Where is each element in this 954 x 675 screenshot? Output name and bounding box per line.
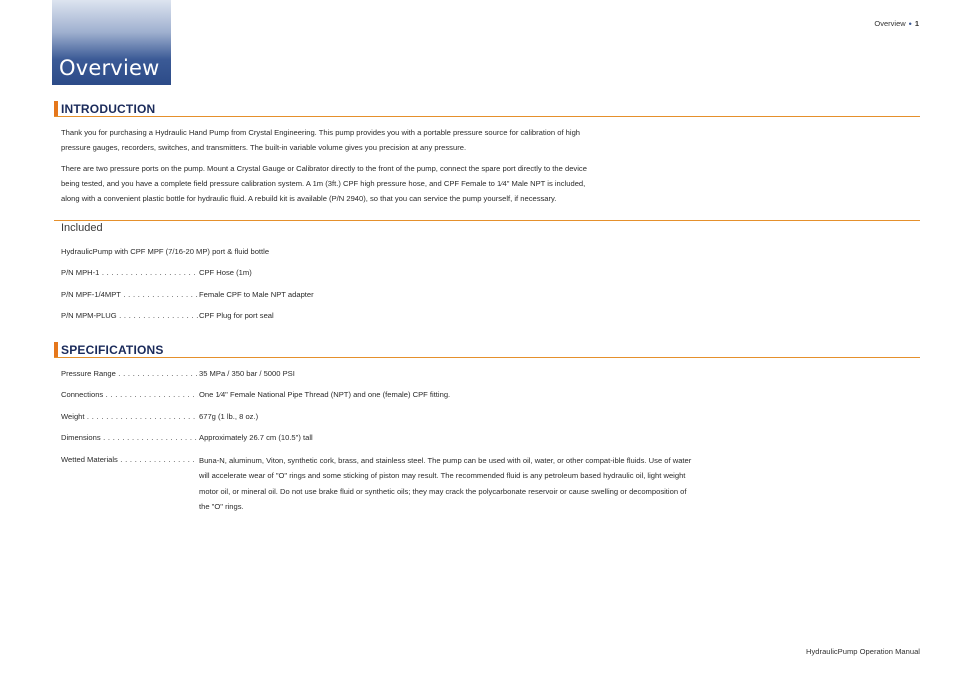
chapter-tab xyxy=(52,0,171,85)
intro-para2-line: along with a convenient plastic bottle for hydraulic fluid. A rebuild kit is available (P/N 2940), so that you can service the pump yourself, if necessary. xyxy=(61,194,557,203)
intro-para1-line: Thank you for purchasing a Hydraulic Hand Pump from Crystal Engineering. This pump provides you with a portable pressure source for calibration of high xyxy=(61,128,581,137)
intro-para1-line: pressure gauges, recorders, switches, and transmitters. The built-in variable volume gives you precision at any pressure. xyxy=(61,143,467,152)
heading-marker xyxy=(54,342,58,357)
heading-marker xyxy=(54,101,58,116)
introduction-heading xyxy=(54,101,920,117)
spec-label: Weight . . . xyxy=(61,412,198,421)
spec-value: 677g (1 lb., 8 oz.) xyxy=(199,412,259,421)
introduction-title: INTRODUCTION xyxy=(61,102,156,116)
spec-value: Buna-N, aluminum, Viton, synthetic cork, brass, and stainless steel. The pump can be used with oil, water, or other compat-ible fluids. Use of water will accelerate wear of "O" rings and some sticking of piston may result. The recommended fluid is any petroleum based hydraulic oil, light weight motor oil, or mineral oil. Do not use brake fluid or synthetic oils; they may crack the polycarbonate reservoir or cause swelling or decomposition of the "O" rings. xyxy=(199,456,692,511)
bullet-icon: • xyxy=(908,19,912,29)
spec-label: Connections . . . xyxy=(61,390,198,399)
intro-para2-line: There are two pressure ports on the pump. Mount a Crystal Gauge or Calibrator directly to the front of the pump, connect the spare port directly to the device xyxy=(61,164,587,173)
included-main-item: HydraulicPump with CPF MPF (7/16-20 MP) port & fluid bottle xyxy=(61,247,270,256)
spec-value: One 1⁄4" Female National Pipe Thread (NPT) and one (female) CPF fitting. xyxy=(199,390,451,399)
part-number: P/N MPH-1 . . . xyxy=(61,268,198,277)
spec-value: Approximately 26.7 cm (10.5") tall xyxy=(199,433,313,442)
part-description: Female CPF to Male NPT adapter xyxy=(199,290,314,299)
footer-title: HydraulicPump Operation Manual xyxy=(806,647,920,656)
chapter-title: Overview xyxy=(59,56,160,80)
part-number: P/N MPF-1/4MPT . . . xyxy=(61,290,198,299)
spec-value: 35 MPa / 350 bar / 5000 PSI xyxy=(199,369,295,378)
intro-para2-line: being tested, and you have a complete field pressure calibration system. A 1m (3ft.) CPF high pressure hose, and CPF Female to 1⁄4" Male NPT is included, xyxy=(61,179,586,188)
spec-label: Pressure Range . . . xyxy=(61,369,198,378)
spec-label: Dimensions . . . xyxy=(61,433,198,442)
part-number: P/N MPM-PLUG . . . xyxy=(61,311,198,320)
part-description: CPF Plug for port seal xyxy=(199,311,274,320)
specifications-title: SPECIFICATIONS xyxy=(61,343,164,357)
specifications-heading xyxy=(54,342,920,358)
running-head xyxy=(874,19,919,29)
running-head-label: Overview xyxy=(874,19,906,28)
section-divider xyxy=(54,220,920,221)
spec-label: Wetted Materials . . . xyxy=(61,455,198,464)
page-number: 1 xyxy=(914,19,919,28)
part-description: CPF Hose (1m) xyxy=(199,268,252,277)
included-title: Included xyxy=(61,222,103,234)
